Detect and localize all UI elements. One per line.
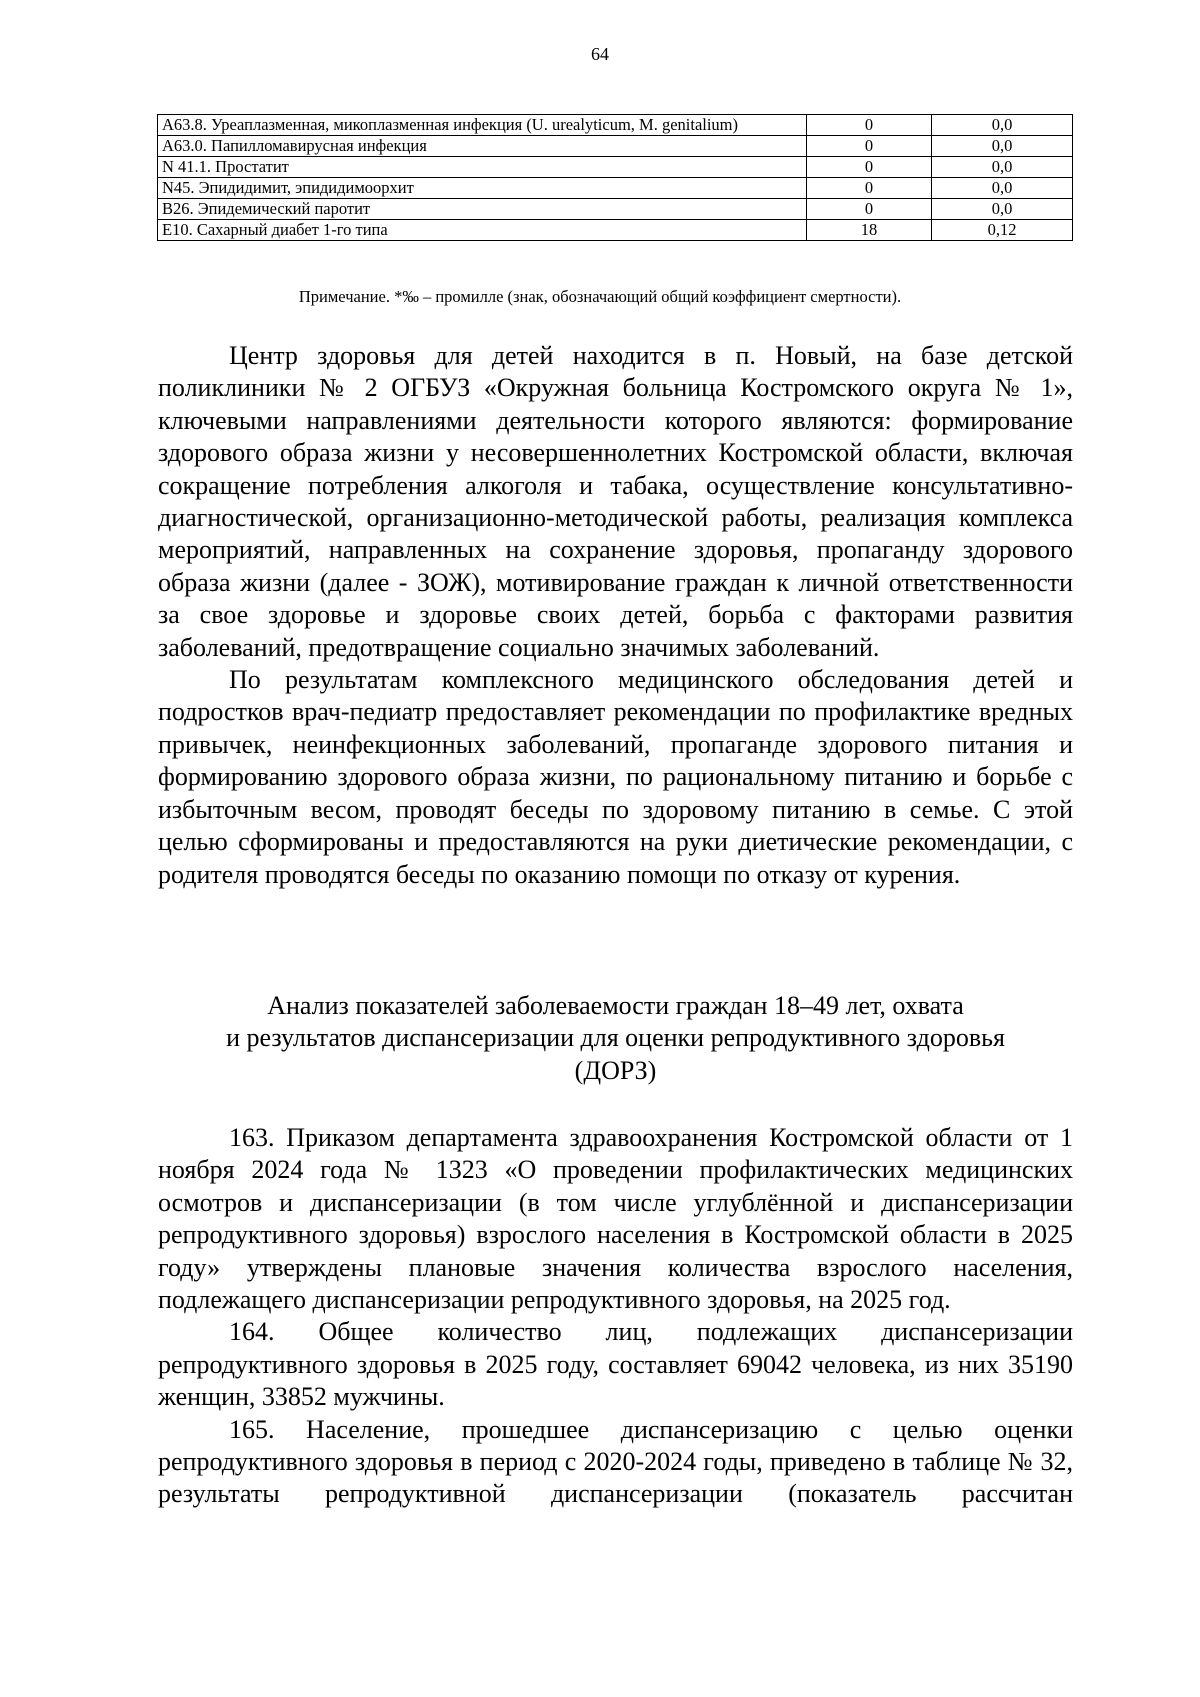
table-cell-count: 18 (807, 220, 932, 241)
table-row (158, 199, 1073, 220)
table-cell-count: 0 (807, 115, 932, 136)
section-title-line: (ДОРЗ) (574, 1055, 657, 1085)
section-title-line: Анализ показателей заболеваемости граждан 18–49 лет, охвата (267, 991, 964, 1020)
body-text-bottom (158, 1122, 1073, 1511)
page-number: 64 (591, 44, 609, 64)
table-cell-count: 0 (807, 199, 932, 220)
table-cell-rate: 0,0 (932, 115, 1073, 136)
table-cell-count: 0 (807, 178, 932, 199)
section-title-line: и результатов диспансеризации для оценки репродуктивного здоровья (226, 1023, 1005, 1053)
table-cell-name: А63.8. Уреаплазменная, микоплазменная инфекция (U. urealyticum, M. genitalium) (158, 115, 807, 136)
body-text-top (158, 340, 1073, 891)
table-cell-rate: 0,0 (932, 199, 1073, 220)
paragraph: 164. Общее количество лиц, подлежащих диспансеризации репродуктивного здоровья в 2025 году, составляет 69042 человека, из них 35190 женщин, 33852 мужчины. (158, 1317, 1073, 1412)
section-title (158, 990, 1073, 1087)
table-cell-rate: 0,12 (932, 220, 1073, 241)
paragraph: По результатам комплексного медицинского обследования детей и подростков врач-педиатр предоставляет рекомендации по профилактике вредных привычек, неинфекционных заболеваний, пропаганде здорового питания и формированию здорового образа жизни, по рациональному питанию и борьбе с избыточным весом, проводят беседы по здоровому питанию в семье. С этой целью сформированы и предоставляются на руки диетические рекомендации, с родителя проводятся беседы по оказанию помощи по отказу от курения. (158, 665, 1073, 889)
table-cell-name: N 41.1. Простатит (158, 157, 807, 178)
paragraph: Центр здоровья для детей находится в п. Новый, на базе детской поликлиники № 2 ОГБУЗ «Окружная больница Костромского округа № 1», ключевыми направлениями деятельности которого являются: формирование здорового образа жизни у несовершеннолетних Костромской области, включая сокращение потребления алкоголя и табака, осуществление консультативно-диагностической, организационно-методической работы, реализация комплекса мероприятий, направленных на сохранение здоровья, пропаганду здорового образа жизни (далее - ЗОЖ), мотивирование граждан к личной ответственности за свое здоровье и здоровье своих детей, борьба с факторами развития заболеваний, предотвращение социально значимых заболеваний. (158, 341, 1073, 662)
table-note: Примечание. *‰ – промилле (знак, обозначающий общий коэффициент смертности). (298, 287, 902, 306)
table-cell-name: Е10. Сахарный диабет 1-го типа (158, 220, 807, 241)
table-cell-name: А63.0. Папилломавирусная инфекция (158, 136, 807, 157)
table-row (158, 178, 1073, 199)
morbidity-table (157, 114, 1073, 241)
table-row (158, 136, 1073, 157)
table-row (158, 157, 1073, 178)
table-cell-name: В26. Эпидемический паротит (158, 199, 807, 220)
table-row (158, 220, 1073, 241)
paragraph: 165. Население, прошедшее диспансеризацию с целью оценки репродуктивного здоровья в период с 2020-2024 годы, приведено в таблице № 32, результаты репродуктивной диспансеризации (показатель рассчитан (158, 1414, 1073, 1509)
table-cell-rate: 0,0 (932, 178, 1073, 199)
table-cell-rate: 0,0 (932, 136, 1073, 157)
table-cell-count: 0 (807, 136, 932, 157)
table-cell-name: N45. Эпидидимит, эпидидимоорхит (158, 178, 807, 199)
table-cell-count: 0 (807, 157, 932, 178)
paragraph: 163. Приказом департамента здравоохранения Костромской области от 1 ноября 2024 года № 1323 «О проведении профилактических медицинских осмотров и диспансеризации (в том числе углублённой и диспансеризации репродуктивного здоровья) взрослого населения в Костромской области в 2025 году» утверждены плановые значения количества взрослого населения, подлежащего диспансеризации репродуктивного здоровья, на 2025 год. (158, 1123, 1073, 1315)
table-cell-rate: 0,0 (932, 157, 1073, 178)
table-row (158, 115, 1073, 136)
